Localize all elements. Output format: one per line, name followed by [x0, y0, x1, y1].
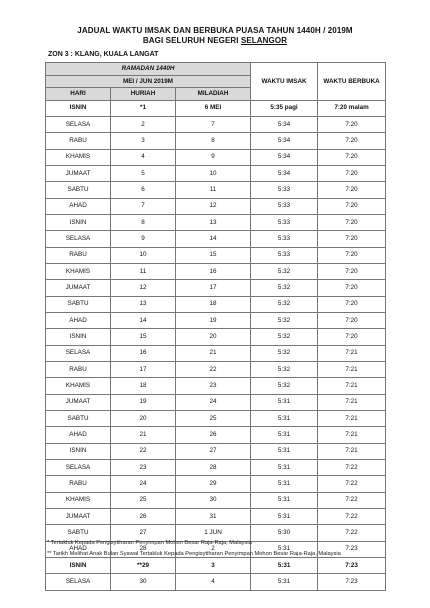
cell-miladiah: 3 — [176, 558, 251, 574]
cell-miladiah: 6 MEI — [176, 100, 251, 116]
cell-miladiah: 25 — [176, 411, 251, 427]
cell-hari: ISNIN — [46, 558, 111, 574]
cell-imsak: 5:31 — [251, 443, 318, 459]
cell-miladiah: 20 — [176, 329, 251, 345]
miladiah-header: MILADIAH — [176, 88, 251, 101]
cell-huriah: 12 — [111, 280, 176, 296]
cell-imsak: 5:32 — [251, 362, 318, 378]
cell-miladiah: 10 — [176, 165, 251, 181]
cell-huriah: 5 — [111, 165, 176, 181]
cell-huriah: 15 — [111, 329, 176, 345]
cell-hari: RABU — [46, 476, 111, 492]
table-row — [46, 214, 386, 230]
table-row — [46, 296, 386, 312]
cell-miladiah: 30 — [176, 492, 251, 508]
cell-berbuka: 7:23 — [318, 541, 386, 557]
cell-berbuka: 7:20 — [318, 133, 386, 149]
imsak-header: WAKTU IMSAK — [251, 63, 318, 101]
cell-miladiah: 15 — [176, 247, 251, 263]
cell-hari: SABTU — [46, 411, 111, 427]
cell-imsak: 5:34 — [251, 133, 318, 149]
cell-hari: SABTU — [46, 525, 111, 541]
cell-hari: JUMAAT — [46, 394, 111, 410]
footnote-1: * Tertakluk Kepada Pengisytiharan Penyimpan Mohon Besar Raja-Raja, Malaysia — [47, 540, 252, 546]
table-row — [46, 280, 386, 296]
cell-imsak: 5:31 — [251, 509, 318, 525]
cell-hari: KHAMIS — [46, 149, 111, 165]
cell-imsak: 5:32 — [251, 312, 318, 328]
cell-huriah: 19 — [111, 394, 176, 410]
cell-hari: AHAD — [46, 541, 111, 557]
table-row — [46, 476, 386, 492]
cell-miladiah: 22 — [176, 362, 251, 378]
cell-hari: RABU — [46, 362, 111, 378]
cell-berbuka: 7:20 — [318, 214, 386, 230]
cell-miladiah: 27 — [176, 443, 251, 459]
cell-hari: SABTU — [46, 182, 111, 198]
huriah-header: HURIAH — [111, 88, 176, 101]
cell-hari: AHAD — [46, 427, 111, 443]
cell-berbuka: 7:20 — [318, 149, 386, 165]
cell-hari: ISNIN — [46, 214, 111, 230]
cell-hari: SELASA — [46, 116, 111, 132]
cell-berbuka: 7:21 — [318, 362, 386, 378]
cell-imsak: 5:31 — [251, 476, 318, 492]
cell-berbuka: 7:21 — [318, 394, 386, 410]
table-body — [46, 100, 386, 590]
cell-miladiah: 12 — [176, 198, 251, 214]
cell-huriah: 8 — [111, 214, 176, 230]
cell-huriah: 9 — [111, 231, 176, 247]
table-row — [46, 394, 386, 410]
cell-huriah: 20 — [111, 411, 176, 427]
cell-hari: KHAMIS — [46, 492, 111, 508]
cell-huriah: 11 — [111, 263, 176, 279]
cell-huriah: **29 — [111, 558, 176, 574]
cell-miladiah: 31 — [176, 509, 251, 525]
cell-hari: ISNIN — [46, 443, 111, 459]
cell-huriah: 28 — [111, 541, 176, 557]
cell-berbuka: 7:21 — [318, 345, 386, 361]
cell-miladiah: 28 — [176, 460, 251, 476]
cell-huriah: 23 — [111, 460, 176, 476]
cell-imsak: 5:31 — [251, 492, 318, 508]
cell-miladiah: 14 — [176, 231, 251, 247]
cell-miladiah: 23 — [176, 378, 251, 394]
cell-miladiah: 7 — [176, 116, 251, 132]
cell-berbuka: 7:20 — [318, 247, 386, 263]
cell-huriah: 30 — [111, 574, 176, 590]
cell-imsak: 5:32 — [251, 329, 318, 345]
cell-imsak: 5:33 — [251, 198, 318, 214]
table-row — [46, 149, 386, 165]
cell-berbuka: 7:20 malam — [318, 100, 386, 116]
table-row — [46, 558, 386, 574]
cell-imsak: 5:31 — [251, 394, 318, 410]
cell-berbuka: 7:23 — [318, 558, 386, 574]
table-row — [46, 247, 386, 263]
cell-imsak: 5:31 — [251, 411, 318, 427]
cell-berbuka: 7:20 — [318, 165, 386, 181]
ramadan-header: RAMADAN 1440H — [46, 63, 251, 76]
cell-berbuka: 7:22 — [318, 476, 386, 492]
cell-berbuka: 7:22 — [318, 525, 386, 541]
cell-berbuka: 7:22 — [318, 509, 386, 525]
month-header: MEI / JUN 2019M — [46, 75, 251, 88]
cell-huriah: 18 — [111, 378, 176, 394]
cell-imsak: 5:32 — [251, 378, 318, 394]
cell-imsak: 5:33 — [251, 214, 318, 230]
cell-berbuka: 7:21 — [318, 378, 386, 394]
cell-miladiah: 2 — [176, 541, 251, 557]
cell-huriah: 17 — [111, 362, 176, 378]
cell-berbuka: 7:20 — [318, 116, 386, 132]
table-row — [46, 100, 386, 116]
cell-imsak: 5:31 — [251, 541, 318, 557]
cell-huriah: 13 — [111, 296, 176, 312]
cell-berbuka: 7:21 — [318, 411, 386, 427]
cell-imsak: 5:33 — [251, 247, 318, 263]
cell-miladiah: 17 — [176, 280, 251, 296]
cell-hari: SELASA — [46, 231, 111, 247]
cell-imsak: 5:32 — [251, 345, 318, 361]
table-row — [46, 182, 386, 198]
cell-berbuka: 7:20 — [318, 231, 386, 247]
cell-miladiah: 21 — [176, 345, 251, 361]
cell-miladiah: 8 — [176, 133, 251, 149]
table-row — [46, 198, 386, 214]
cell-hari: SELASA — [46, 345, 111, 361]
cell-berbuka: 7:20 — [318, 329, 386, 345]
footnote-2: ** Tarikh Melihat Anak Bulan Syawal Tertakluk Kepada Pengisytiharan Penyimpan Mohon Besar Raja-Raja, Malaysia — [47, 551, 341, 557]
cell-miladiah: 1 JUN — [176, 525, 251, 541]
cell-huriah: 2 — [111, 116, 176, 132]
table-row — [46, 329, 386, 345]
cell-imsak: 5:31 — [251, 460, 318, 476]
table-row — [46, 378, 386, 394]
berbuka-header: WAKTU BERBUKA — [318, 63, 386, 101]
table-row — [46, 362, 386, 378]
cell-hari: RABU — [46, 247, 111, 263]
table-row — [46, 165, 386, 181]
cell-huriah: 22 — [111, 443, 176, 459]
cell-huriah: 14 — [111, 312, 176, 328]
cell-miladiah: 13 — [176, 214, 251, 230]
cell-imsak: 5:34 — [251, 116, 318, 132]
hari-header: HARI — [46, 88, 111, 101]
table-row — [46, 345, 386, 361]
cell-huriah: 7 — [111, 198, 176, 214]
cell-berbuka: 7:20 — [318, 280, 386, 296]
cell-huriah: 26 — [111, 509, 176, 525]
cell-hari: ISNIN — [46, 100, 111, 116]
cell-hari: AHAD — [46, 312, 111, 328]
cell-miladiah: 29 — [176, 476, 251, 492]
cell-imsak: 5:32 — [251, 280, 318, 296]
table-row — [46, 460, 386, 476]
cell-hari: JUMAAT — [46, 509, 111, 525]
cell-imsak: 5:33 — [251, 182, 318, 198]
cell-huriah: *1 — [111, 100, 176, 116]
table-row — [46, 263, 386, 279]
cell-berbuka: 7:22 — [318, 460, 386, 476]
cell-huriah: 3 — [111, 133, 176, 149]
cell-hari: SELASA — [46, 574, 111, 590]
cell-miladiah: 24 — [176, 394, 251, 410]
cell-imsak: 5:32 — [251, 296, 318, 312]
cell-miladiah: 19 — [176, 312, 251, 328]
cell-huriah: 4 — [111, 149, 176, 165]
cell-berbuka: 7:20 — [318, 198, 386, 214]
table-row — [46, 427, 386, 443]
cell-imsak: 5:31 — [251, 558, 318, 574]
cell-huriah: 25 — [111, 492, 176, 508]
table-row — [46, 492, 386, 508]
cell-miladiah: 4 — [176, 574, 251, 590]
table-row — [46, 312, 386, 328]
cell-berbuka: 7:22 — [318, 492, 386, 508]
cell-imsak: 5:35 pagi — [251, 100, 318, 116]
table-row — [46, 525, 386, 541]
cell-imsak: 5:32 — [251, 263, 318, 279]
table-row — [46, 133, 386, 149]
cell-hari: KHAMIS — [46, 378, 111, 394]
cell-miladiah: 26 — [176, 427, 251, 443]
cell-huriah: 21 — [111, 427, 176, 443]
cell-huriah: 6 — [111, 182, 176, 198]
cell-miladiah: 18 — [176, 296, 251, 312]
cell-hari: SABTU — [46, 296, 111, 312]
table-row — [46, 411, 386, 427]
cell-huriah: 10 — [111, 247, 176, 263]
document-title: JADUAL WAKTU IMSAK DAN BERBUKA PUASA TAHUN 1440H / 2019M — [77, 26, 353, 35]
table-row — [46, 231, 386, 247]
cell-hari: ISNIN — [46, 329, 111, 345]
cell-imsak: 5:30 — [251, 525, 318, 541]
cell-berbuka: 7:20 — [318, 263, 386, 279]
cell-hari: JUMAAT — [46, 165, 111, 181]
zone-label: ZON 3 : KLANG, KUALA LANGAT — [48, 51, 159, 58]
cell-imsak: 5:31 — [251, 427, 318, 443]
table-row — [46, 443, 386, 459]
cell-huriah: 24 — [111, 476, 176, 492]
cell-berbuka: 7:20 — [318, 296, 386, 312]
cell-berbuka: 7:23 — [318, 574, 386, 590]
cell-hari: SELASA — [46, 460, 111, 476]
cell-hari: JUMAAT — [46, 280, 111, 296]
cell-berbuka: 7:21 — [318, 443, 386, 459]
cell-hari: AHAD — [46, 198, 111, 214]
cell-miladiah: 11 — [176, 182, 251, 198]
cell-berbuka: 7:20 — [318, 312, 386, 328]
cell-huriah: 27 — [111, 525, 176, 541]
subtitle-prefix: BAGI SELURUH NEGERI — [142, 36, 239, 45]
cell-hari: RABU — [46, 133, 111, 149]
document-subtitle — [0, 36, 430, 45]
table-row — [46, 509, 386, 525]
cell-miladiah: 9 — [176, 149, 251, 165]
table-row — [46, 574, 386, 590]
cell-imsak: 5:33 — [251, 231, 318, 247]
cell-berbuka: 7:20 — [318, 182, 386, 198]
prayer-times-table — [45, 62, 386, 591]
subtitle-state: SELANGOR — [240, 36, 288, 45]
cell-huriah: 16 — [111, 345, 176, 361]
cell-imsak: 5:34 — [251, 149, 318, 165]
cell-hari: KHAMIS — [46, 263, 111, 279]
cell-berbuka: 7:21 — [318, 427, 386, 443]
table-row — [46, 116, 386, 132]
cell-imsak: 5:31 — [251, 574, 318, 590]
cell-miladiah: 16 — [176, 263, 251, 279]
cell-imsak: 5:34 — [251, 165, 318, 181]
